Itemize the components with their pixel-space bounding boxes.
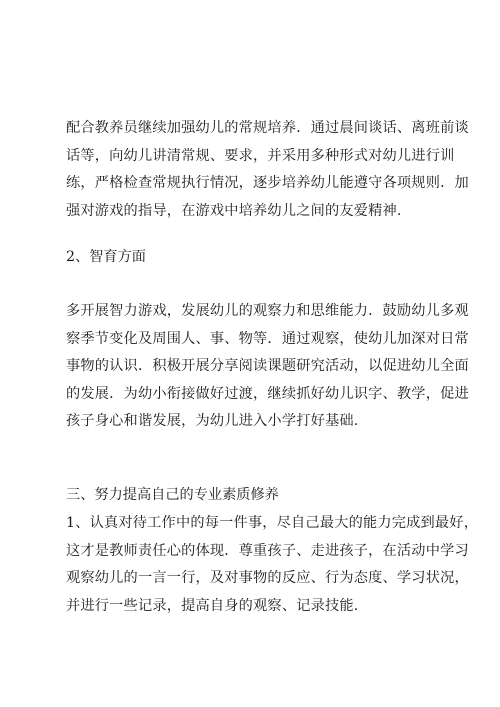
paragraph-line: 察季节变化及周围人、事、物等．通过观察，使幼儿加深对日常 [66,330,469,347]
section-heading-intellectual: 2、智育方面 [66,249,146,265]
paragraph-routine-training [66,115,469,225]
paragraph-intellectual-education [66,298,469,436]
paragraph-line: 多开展智力游戏，发展幼儿的观察力和思维能力．鼓励幼儿多观 [66,303,469,319]
section-heading-professional: 三、努力提高自己的专业素质修养 [66,487,279,503]
paragraph-line: 话等，向幼儿讲清常规、要求，并采用多种形式对幼儿进行训 [66,147,455,164]
paragraph-line: 事物的认识．积极开展分享阅读课题研究活动，以促进幼儿全面 [66,358,469,374]
paragraph-line: 练，严格检查常规执行情况，逐步培养幼儿能遵守各项规则．加 [66,175,469,191]
paragraph-line: 这才是教师责任心的体现．尊重孩子、走进孩子，在活动中学习 [66,542,469,559]
paragraph-line: 并进行一些记录，提高自身的观察、记录技能. [66,597,359,614]
paragraph-line: 1、认真对待工作中的每一件事，尽自己最大的能力完成到最好， [66,515,479,531]
paragraph-line: 观察幼儿的一言一行，及对事物的反应、行为态度、学习状况， [66,570,469,586]
paragraph-line: 孩子身心和谐发展，为幼儿进入小学打好基础. [66,413,359,429]
paragraph-line: 强对游戏的指导，在游戏中培养幼儿之间的友爱精神. [66,202,402,219]
paragraph-professional-development [66,510,479,620]
paragraph-line: 配合教养员继续加强幼儿的常规培养．通过晨间谈话、离班前谈 [66,120,469,136]
paragraph-line: 的发展．为幼小衔接做好过渡，继续抓好幼儿识字、教学，促进 [66,385,469,402]
